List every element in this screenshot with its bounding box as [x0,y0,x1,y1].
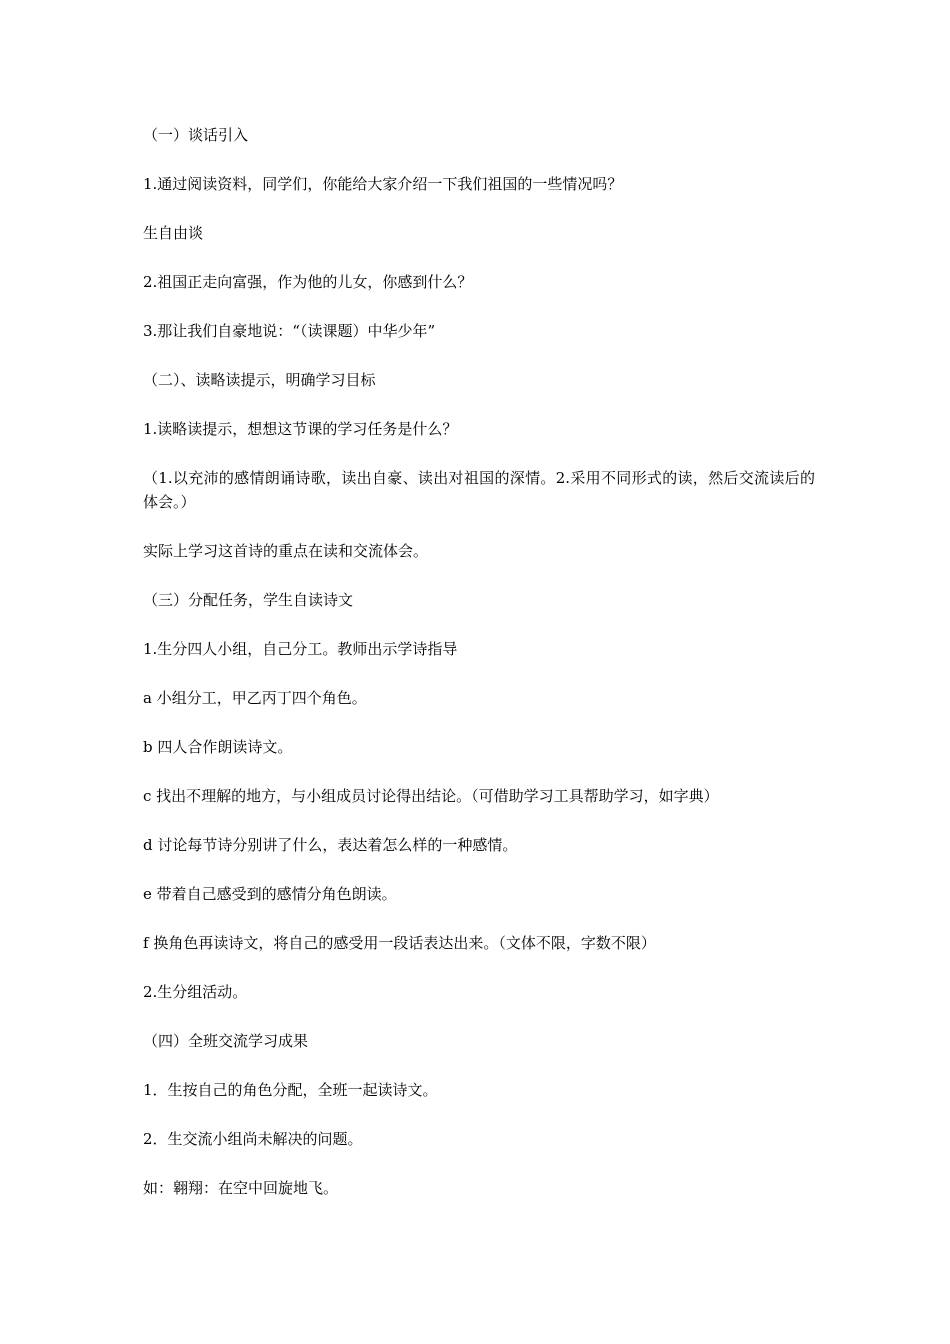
paragraph: 1.读略读提示，想想这节课的学习任务是什么？ [143,420,458,438]
list-item: b 四人合作朗读诗文。 [143,738,293,756]
paragraph: 3.那让我们自豪地说：“（读课题）中华少年” [143,322,436,340]
paragraph: （1.以充沛的感情朗诵诗歌，读出自豪、读出对祖国的深情。2.采用不同形式的读，然后交流读后的体会。） [143,469,815,511]
list-item: f 换角色再读诗文，将自己的感受用一段话表达出来。（文体不限，字数不限） [143,934,656,952]
list-item: e 带着自己感受到的感情分角色朗读。 [143,885,397,903]
paragraph: 生自由谈 [143,224,204,242]
list-item: d 讨论每节诗分别讲了什么，表达着怎么样的一种感情。 [143,836,518,854]
paragraph: 如：翱翔：在空中回旋地飞。 [143,1179,339,1197]
paragraph: 2.祖国正走向富强，作为他的儿女，你感到什么？ [143,273,473,291]
document-page [143,123,815,1225]
paragraph: 1．生按自己的角色分配，全班一起读诗文。 [143,1081,438,1099]
paragraph: 2．生交流小组尚未解决的问题。 [143,1130,363,1148]
paragraph: 2.生分组活动。 [143,983,248,1001]
paragraph: 1.生分四人小组，自己分工。教师出示学诗指导 [143,640,458,658]
paragraph: 1.通过阅读资料，同学们，你能给大家介绍一下我们祖国的一些情况吗？ [143,175,623,193]
section-heading-intro: （一）谈话引入 [143,126,249,144]
section-heading-tasks: （三）分配任务，学生自读诗文 [143,591,354,609]
paragraph: 实际上学习这首诗的重点在读和交流体会。 [143,542,429,560]
section-heading-goals: （二）、读略读提示，明确学习目标 [143,371,376,389]
list-item: a 小组分工，甲乙丙丁四个角色。 [143,689,367,707]
list-item: c 找出不理解的地方，与小组成员讨论得出结论。（可借助学习工具帮助学习，如字典） [143,787,719,805]
section-heading-share: （四）全班交流学习成果 [143,1032,309,1050]
